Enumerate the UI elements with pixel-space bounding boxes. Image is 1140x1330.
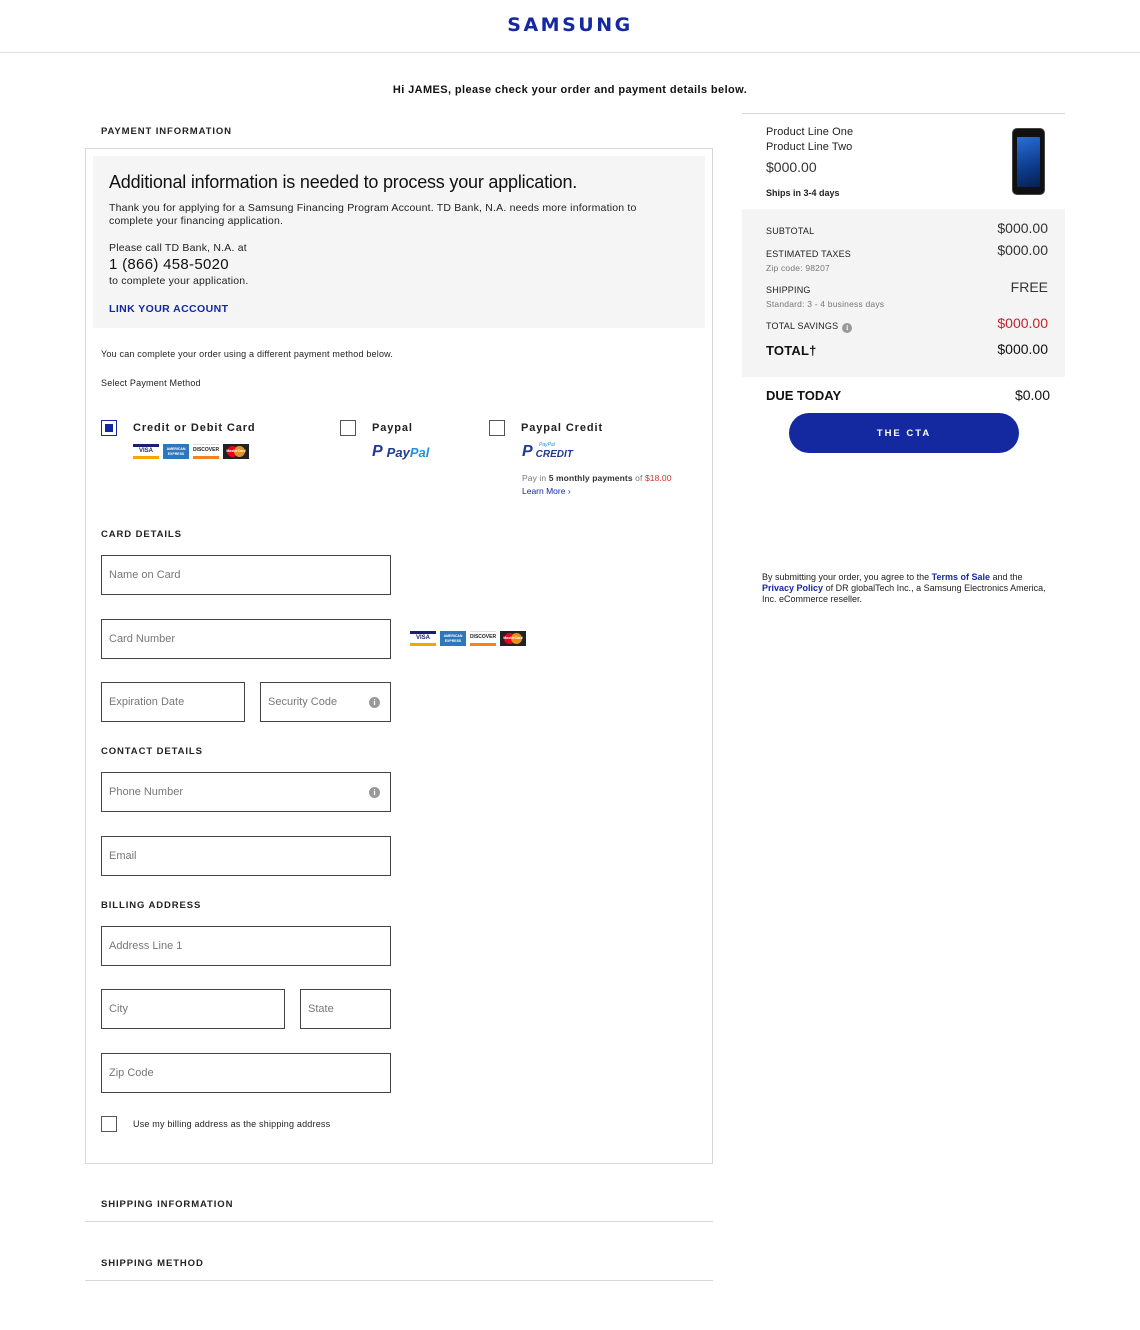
state-input[interactable] (301, 990, 390, 1028)
email-input[interactable] (102, 837, 390, 875)
name-on-card-field[interactable] (101, 555, 391, 595)
card-method-label[interactable]: Credit or Debit Card (133, 422, 256, 434)
product-line-two: Product Line Two (766, 141, 853, 153)
header (0, 0, 1140, 53)
phone-product-image (1012, 128, 1045, 195)
amex-icon: AMERICAN EXPRESS (163, 444, 189, 459)
privacy-policy-link[interactable]: Privacy Policy (762, 583, 824, 593)
samsung-logo[interactable]: SAMSUNG (507, 14, 633, 36)
paypal-credit-method-checkbox[interactable] (489, 420, 505, 436)
notice-body: Thank you for applying for a Samsung Financing Program Account. TD Bank, N.A. needs more information to complete your financing application. (109, 202, 637, 227)
discover-icon: DISCOVER (193, 444, 219, 459)
shipping-information-label[interactable]: SHIPPING INFORMATION (101, 1199, 234, 1210)
phone-number-input[interactable] (102, 773, 390, 811)
discover-icon: DISCOVER (470, 631, 496, 646)
info-icon[interactable]: i (842, 323, 852, 333)
paypal-credit-method-label[interactable]: Paypal Credit (521, 422, 604, 434)
total-label: TOTAL† (766, 343, 817, 358)
shipping-value: FREE (1010, 279, 1048, 295)
info-icon[interactable]: i (369, 697, 380, 708)
card-method-checkbox[interactable] (101, 420, 117, 436)
taxes-zip: Zip code: 98207 (766, 263, 830, 273)
city-input[interactable] (102, 990, 284, 1028)
total-savings-row (766, 321, 852, 333)
product-price: $000.00 (766, 159, 817, 175)
taxes-value: $000.00 (997, 242, 1048, 258)
credit-offer-text: Pay in 5 monthly payments of $18.00 (522, 473, 672, 483)
expiration-date-input[interactable] (102, 683, 244, 721)
subtotal-value: $000.00 (997, 220, 1048, 236)
mastercard-icon: MasterCard (500, 631, 526, 646)
email-field[interactable] (101, 836, 391, 876)
paypal-credit-logo-icon: P PayPal CREDIT (522, 442, 573, 460)
paypal-method-checkbox[interactable] (340, 420, 356, 436)
order-summary (742, 209, 1065, 377)
notice-title: Additional information is needed to process your application. (109, 172, 578, 192)
total-savings-label: TOTAL SAVINGS (766, 321, 839, 331)
paypal-logo-icon: P PayPal (372, 443, 430, 460)
link-account-link[interactable]: LINK YOUR ACCOUNT (109, 303, 229, 315)
notice-phone: 1 (866) 458-5020 (109, 256, 229, 273)
name-on-card-input[interactable] (102, 556, 390, 594)
address-line-1-field[interactable] (101, 926, 391, 966)
financing-notice (93, 156, 705, 328)
expiration-date-field[interactable] (101, 682, 245, 722)
total-savings-value: $000.00 (997, 315, 1048, 331)
ships-text: Ships in 3-4 days (766, 188, 840, 198)
card-details-label: CARD DETAILS (101, 529, 182, 540)
due-today-label: DUE TODAY (766, 388, 842, 403)
city-field[interactable] (101, 989, 285, 1029)
learn-more-link[interactable]: Learn More › (522, 486, 571, 496)
phone-number-field[interactable] (101, 772, 391, 812)
card-number-logos (410, 631, 526, 646)
visa-icon: VISA (133, 444, 159, 459)
same-as-shipping-checkbox[interactable] (101, 1116, 117, 1132)
info-icon[interactable]: i (369, 787, 380, 798)
shipping-method-label[interactable]: SHIPPING METHOD (101, 1258, 204, 1269)
terms-of-sale-link[interactable]: Terms of Sale (931, 572, 990, 582)
shipping-label: SHIPPING (766, 285, 811, 295)
order-item (742, 113, 1065, 209)
due-today-value: $0.00 (1014, 387, 1050, 403)
cta-button[interactable]: THE CTA (789, 413, 1019, 453)
address-line-1-input[interactable] (102, 927, 390, 965)
shipping-sub: Standard: 3 - 4 business days (766, 299, 885, 309)
notice-call-suffix: to complete your application. (109, 275, 249, 287)
state-field[interactable] (300, 989, 391, 1029)
notice-call-prefix: Please call TD Bank, N.A. at (109, 242, 247, 254)
security-code-field[interactable] (260, 682, 391, 722)
zip-code-field[interactable] (101, 1053, 391, 1093)
payment-information-label: PAYMENT INFORMATION (101, 126, 232, 137)
card-logos (133, 444, 249, 459)
shipping-method-section[interactable] (85, 1249, 713, 1281)
mastercard-icon: MasterCard (223, 444, 249, 459)
visa-icon: VISA (410, 631, 436, 646)
total-value: $000.00 (997, 341, 1048, 357)
paypal-method-label[interactable]: Paypal (372, 422, 413, 434)
legal-text: By submitting your order, you agree to the Terms of Sale and the Privacy Policy of DR globalTech Inc., a Samsung Electronics America, Inc. eCommerce reseller. (762, 572, 1046, 604)
alt-payment-text: You can complete your order using a different payment method below. (101, 349, 394, 359)
billing-address-label: BILLING ADDRESS (101, 900, 202, 911)
taxes-label: ESTIMATED TAXES (766, 249, 852, 259)
amex-icon: AMERICAN EXPRESS (440, 631, 466, 646)
product-line-one: Product Line One (766, 126, 854, 138)
greeting: Hi JAMES, please check your order and payment details below. (392, 84, 748, 96)
same-as-shipping-label[interactable]: Use my billing address as the shipping address (133, 1119, 331, 1129)
card-number-field[interactable] (101, 619, 391, 659)
card-number-input[interactable] (102, 620, 390, 658)
contact-details-label: CONTACT DETAILS (101, 746, 203, 757)
shipping-information-section[interactable] (85, 1190, 713, 1222)
subtotal-label: SUBTOTAL (766, 226, 815, 236)
zip-code-input[interactable] (102, 1054, 390, 1092)
select-payment-label: Select Payment Method (101, 378, 201, 388)
